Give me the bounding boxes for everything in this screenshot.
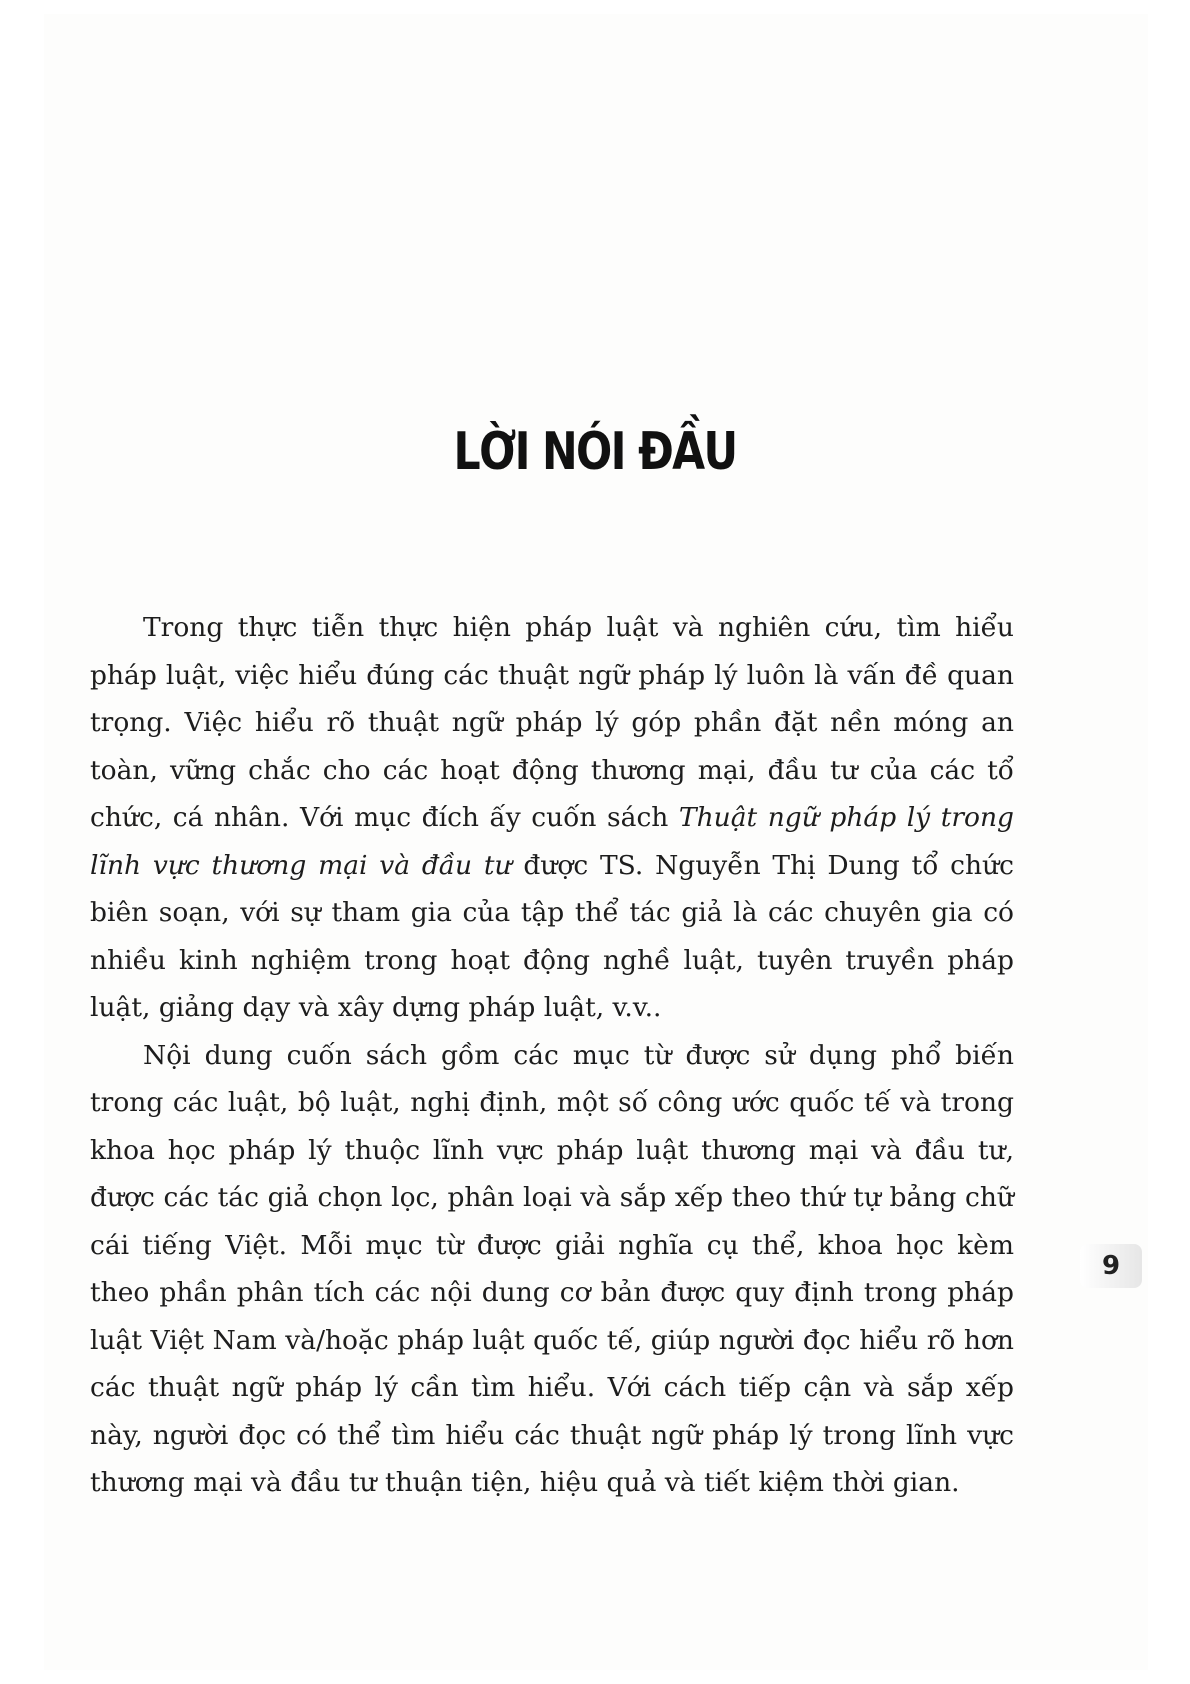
paragraph-intro [90,604,1014,1032]
paragraph-intro-text: Trong thực tiễn thực hiện pháp luật và nghiên cứu, tìm hiểu pháp luật, việc hiểu đúng các thuật ngữ pháp lý luôn là vấn đề quan trọng. Việc hiểu rõ thuật ngữ pháp lý góp phần đặt nền móng an toàn, vững chắc cho các hoạt động thương mại, đầu tư của các tổ chức, cá nhân. Với mục đích ấy cuốn sách [90,612,1014,833]
body-text [90,604,1014,1507]
paragraph-content: Nội dung cuốn sách gồm các mục từ được sử dụng phổ biến trong các luật, bộ luật, nghị định, một số công ước quốc tế và trong khoa học pháp lý thuộc lĩnh vực pháp luật thương mại và đầu tư, được các tác giả chọn lọc, phân loại và sắp xếp theo thứ tự bảng chữ cái tiếng Việt. Mỗi mục từ được giải nghĩa cụ thể, khoa học kèm theo phần phân tích các nội dung cơ bản được quy định trong pháp luật Việt Nam và/hoặc pháp luật quốc tế, giúp người đọc hiểu rõ hơn các thuật ngữ pháp lý cần tìm hiểu. Với cách tiếp cận và sắp xếp này, người đọc có thể tìm hiểu các thuật ngữ pháp lý trong lĩnh vực thương mại và đầu tư thuận tiện, hiệu quả và tiết kiệm thời gian. [90,1039,1014,1498]
page-number: 9 [1080,1244,1142,1288]
book-title: Thuật ngữ pháp lý trong lĩnh vực thương mại và đầu tư [90,802,1014,881]
page-title: LỜI NÓI ĐẦU [453,422,737,482]
paragraph-intro-text-end: được TS. Nguyễn Thị Dung tổ chức biên soạn, với sự tham gia của tập thể tác giả là các chuyên gia có nhiều kinh nghiệm trong hoạt động nghề luật, tuyên truyền pháp luật, giảng dạy và xây dựng pháp luật, v.v.. [90,849,1015,1023]
